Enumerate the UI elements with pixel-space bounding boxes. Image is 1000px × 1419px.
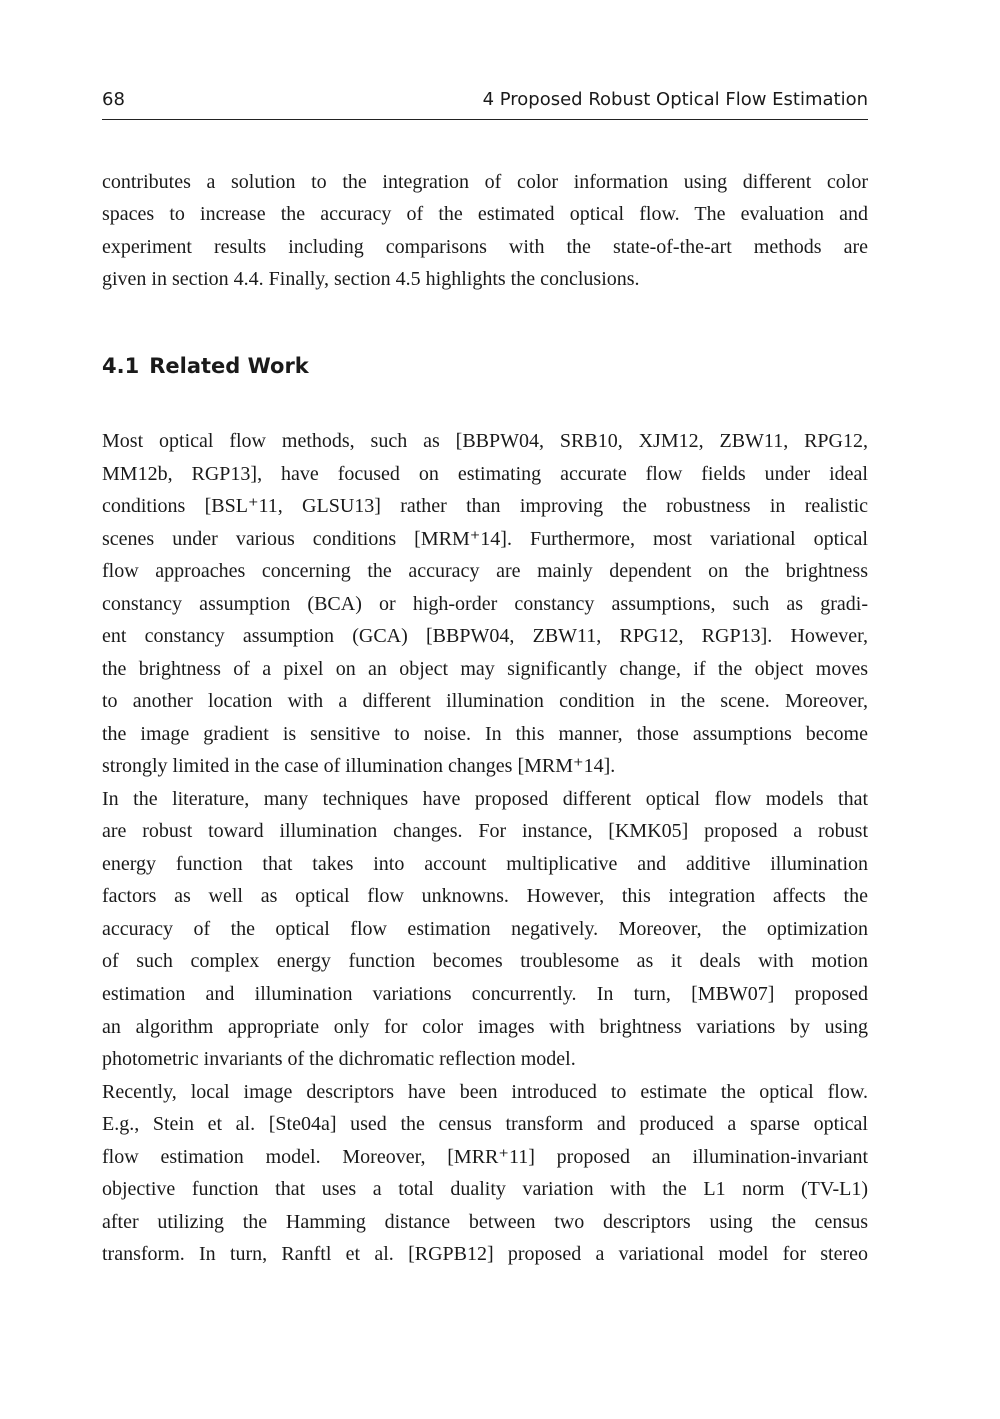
text-line: accuracy of the optical flow estimation negatively. Moreover, the optimization [102, 917, 868, 940]
text-line: conditions [BSL⁺11, GLSU13] rather than improving the robustness in realistic [102, 495, 868, 518]
text-line: after utilizing the Hamming distance between two descriptors using the census [102, 1210, 868, 1233]
text-line: are robust toward illumination changes. For instance, [KMK05] proposed a robust [102, 820, 868, 843]
text-line: spaces to increase the accuracy of the estimated optical flow. The evaluation and [102, 203, 868, 226]
text-line: energy function that takes into account multiplicative and additive illumination [102, 852, 868, 875]
section-title: Related Work [149, 354, 309, 378]
text-line: In the literature, many techniques have proposed different optical flow models that [102, 787, 868, 810]
text-line: estimation and illumination variations concurrently. In turn, [MBW07] proposed [102, 983, 868, 1005]
text-line: strongly limited in the case of illumination changes [MRM⁺14]. [102, 755, 616, 778]
section-heading [102, 354, 319, 378]
text-line: of such complex energy function becomes troublesome as it deals with motion [102, 950, 868, 973]
text-line: objective function that uses a total duality variation with the L1 norm (TV-L1) [102, 1178, 868, 1201]
text-line: scenes under various conditions [MRM⁺14]. Furthermore, most variational optical [102, 527, 868, 550]
text-line: flow estimation model. Moreover, [MRR⁺11] proposed an illumination-invariant [102, 1145, 868, 1168]
text-line: MM12b, RGP13], have focused on estimating accurate flow fields under ideal [102, 462, 868, 485]
text-line: constancy assumption (BCA) or high-order constancy assumptions, such as gradi- [102, 592, 868, 615]
text-line: transform. In turn, Ranftl et al. [RGPB12] proposed a variational model for stereo [102, 1243, 868, 1266]
text-line: flow approaches concerning the accuracy are mainly dependent on the brightness [102, 560, 868, 583]
text-line: ent constancy assumption (GCA) [BBPW04, ZBW11, RPG12, RGP13]. However, [102, 625, 868, 648]
text-line: to another location with a different illumination condition in the scene. Moreover, [102, 690, 868, 713]
section-number: 4.1 [102, 354, 140, 378]
text-line: E.g., Stein et al. [Ste04a] used the census transform and produced a sparse optical [102, 1113, 868, 1136]
text-line: Most optical flow methods, such as [BBPW04, SRB10, XJM12, ZBW11, RPG12, [102, 430, 868, 452]
page-number: 68 [102, 89, 125, 110]
text-line: an algorithm appropriate only for color images with brightness variations by using [102, 1015, 868, 1038]
chapter-title: 4 Proposed Robust Optical Flow Estimation [482, 89, 868, 110]
text-line: given in section 4.4. Finally, section 4.5 highlights the conclusions. [102, 268, 640, 291]
text-line: the brightness of a pixel on an object may significantly change, if the object moves [102, 657, 868, 680]
running-header [102, 88, 868, 120]
text-line: photometric invariants of the dichromatic reflection model. [102, 1048, 576, 1071]
text-line: contributes a solution to the integration of color information using different color [102, 171, 868, 193]
text-line: Recently, local image descriptors have been introduced to estimate the optical flow. [102, 1080, 868, 1103]
text-line: the image gradient is sensitive to noise. In this manner, those assumptions become [102, 722, 868, 745]
text-line: factors as well as optical flow unknowns. However, this integration affects the [102, 885, 868, 908]
text-line: experiment results including comparisons with the state-of-the-art methods are [102, 235, 868, 258]
